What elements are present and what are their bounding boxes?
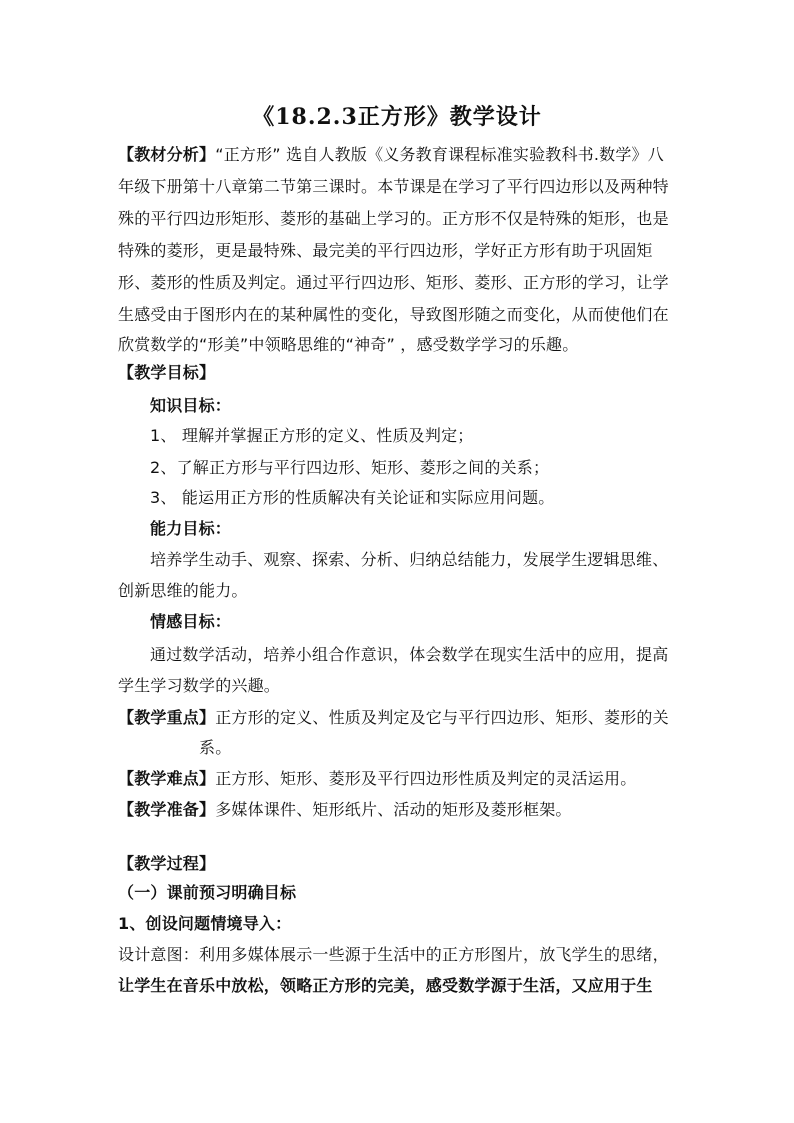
ability-line-2: 创新思维的能力。: [118, 581, 248, 600]
analysis-text-1: “正方形” 选自人教版《义务教育课程标准实验教科书.数学》八: [215, 145, 664, 164]
ability-goal-label: 能力目标：: [150, 519, 232, 538]
analysis-label: 【教材分析】: [118, 145, 216, 164]
key-points-label: 【教学重点】: [118, 708, 216, 727]
process-item-1: 1、创设问题情境导入：: [118, 914, 292, 933]
analysis-line-2: 年级下册第十八章第二节第三课时。本节课是在学习了平行四边形以及两种特: [118, 177, 669, 196]
process-label: 【教学过程】: [118, 854, 216, 873]
objectives-label: 【教学目标】: [118, 363, 216, 382]
key-points-text: 正方形的定义、性质及判定及它与平行四边形、矩形、菱形的关: [215, 708, 669, 727]
analysis-line-7: 欣赏数学的“形美”中领略思维的“神奇” ，感受数学学习的乐趣。: [118, 335, 579, 354]
difficulties-line: [118, 769, 678, 789]
ability-line-1: 培养学生动手、观察、探索、分析、归纳总结能力，发展学生逻辑思维、: [150, 550, 669, 569]
analysis-line-5: 形、菱形的性质及判定。通过平行四边形、矩形、菱形、正方形的学习，让学: [118, 273, 669, 292]
knowledge-goal-label: 知识目标：: [150, 396, 232, 415]
key-points-line-1: [118, 708, 678, 728]
analysis-line-6: 生感受由于图形内在的某种属性的变化，导致图形随之而变化，从而使他们在: [118, 305, 669, 324]
design-intent-line-1: 设计意图：利用多媒体展示一些源于生活中的正方形图片，放飞学生的思绪，: [118, 945, 669, 964]
knowledge-item-1: 1、 理解并掌握正方形的定义、性质及判定；: [150, 426, 474, 445]
knowledge-item-3: 3、 能运用正方形的性质解决有关论证和实际应用问题。: [150, 488, 555, 507]
analysis-line-3: 殊的平行四边形矩形、菱形的基础上学习的。正方形不仅是特殊的矩形，也是: [118, 209, 669, 228]
analysis-line-1: [118, 145, 678, 165]
document-title: 《18.2.3正方形》教学设计: [252, 104, 542, 130]
preparation-label: 【教学准备】: [118, 800, 216, 819]
design-intent-line-2: 让学生在音乐中放松，领略正方形的完美，感受数学源于生活，又应用于生: [118, 976, 653, 995]
preparation-line: [118, 800, 678, 820]
emotion-line-1: 通过数学活动，培养小组合作意识，体会数学在现实生活中的应用，提高: [150, 645, 669, 664]
emotion-goal-label: 情感目标：: [150, 612, 232, 631]
difficulties-label: 【教学难点】: [118, 769, 216, 788]
analysis-line-4: 特殊的菱形，更是最特殊、最完美的平行四边形，学好正方形有助于巩固矩: [118, 241, 653, 260]
process-section-1: （一）课前预习明确目标: [118, 883, 297, 902]
emotion-line-2: 学生学习数学的兴趣。: [118, 676, 281, 695]
knowledge-item-2: 2、了解正方形与平行四边形、矩形、菱形之间的关系；: [150, 458, 550, 477]
difficulties-text: 正方形、矩形、菱形及平行四边形性质及判定的灵活运用。: [215, 769, 637, 788]
preparation-text: 多媒体课件、矩形纸片、活动的矩形及菱形框架。: [215, 800, 572, 819]
key-points-line-2: 系。: [199, 738, 232, 757]
